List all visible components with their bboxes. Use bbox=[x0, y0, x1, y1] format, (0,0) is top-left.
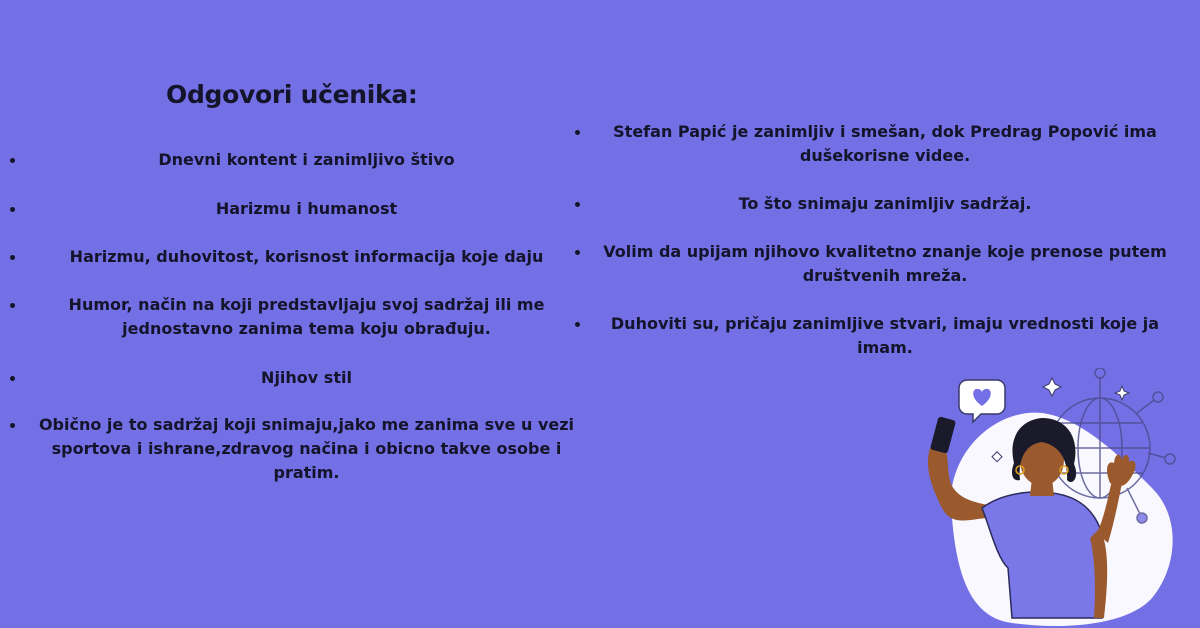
phone-icon bbox=[930, 416, 956, 454]
list-item: Volim da upijam njihovo kvalitetno znanje koje prenose putem društvenih mreža. bbox=[575, 240, 1175, 288]
bullet-icon bbox=[10, 423, 15, 428]
page-title: Odgovori učenika: bbox=[166, 80, 418, 109]
list-item: Duhoviti su, pričaju zanimljive stvari, imaju vrednosti koje ja imam. bbox=[575, 312, 1175, 360]
list-item: Njihov stil bbox=[10, 366, 575, 390]
bullet-icon bbox=[575, 202, 580, 207]
list-item: Harizmu i humanost bbox=[10, 197, 575, 221]
list-item: Stefan Papić je zanimljiv i smešan, dok Predrag Popović ima dušekorisne videe. bbox=[575, 120, 1175, 168]
selfie-illustration bbox=[912, 368, 1200, 628]
list-item: Obično je to sadržaj koji snimaju,jako me zanima sve u vezi sportova i ishrane,zdravog načina i obicno takve osobe i pratim. bbox=[10, 413, 575, 485]
bullet-icon bbox=[10, 255, 15, 260]
bullet-icon bbox=[10, 376, 15, 381]
list-item: Humor, način na koji predstavljaju svoj sadržaj ili me jednostavno zanima tema koju obrađuju. bbox=[10, 293, 575, 341]
list-item: Harizmu, duhovitost, korisnost informacija koje daju bbox=[10, 245, 575, 269]
bullet-icon bbox=[575, 250, 580, 255]
bullet-icon bbox=[10, 158, 15, 163]
list-item: To što snimaju zanimljiv sadržaj. bbox=[575, 192, 1175, 216]
bullet-icon bbox=[10, 207, 15, 212]
bullet-icon bbox=[575, 322, 580, 327]
list-item: Dnevni kontent i zanimljivo štivo bbox=[10, 148, 575, 172]
heart-bubble-icon bbox=[959, 380, 1005, 422]
bullet-icon bbox=[10, 303, 15, 308]
bullet-icon bbox=[575, 130, 580, 135]
